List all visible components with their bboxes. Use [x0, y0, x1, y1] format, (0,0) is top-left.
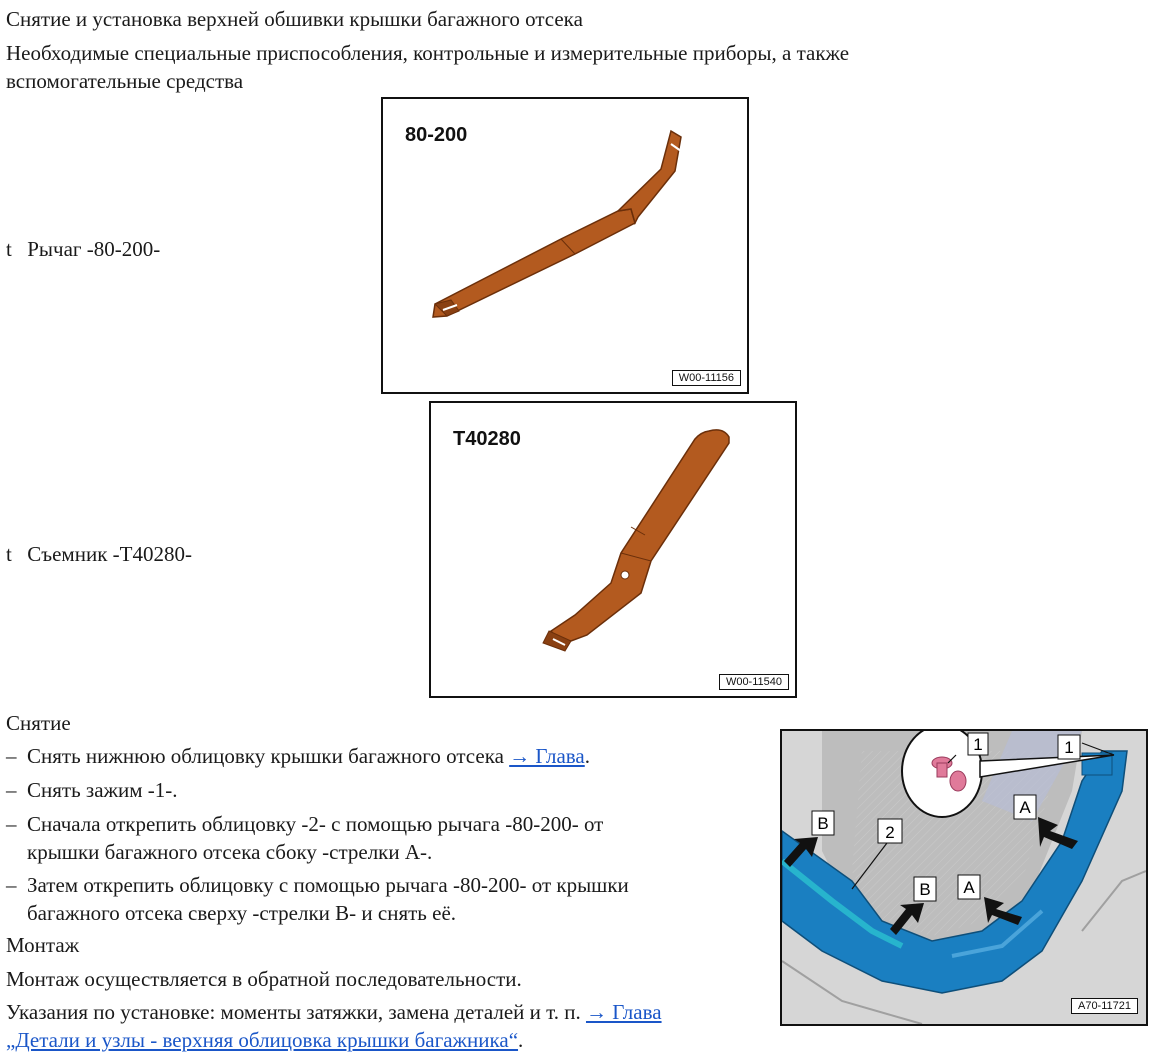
figure-code: T40280: [453, 428, 521, 450]
figure-ref: W00-11540: [719, 674, 789, 690]
step-text: Снять зажим -1-.: [27, 778, 178, 802]
callout-label-2: 2: [885, 823, 895, 842]
note-suffix: .: [518, 1028, 524, 1052]
removal-heading: Снятие: [6, 711, 71, 735]
removal-step-1: [6, 742, 590, 770]
tool-item-puller: [6, 540, 192, 568]
intro-line-2: вспомогательные средства: [6, 69, 244, 93]
step-text-line-2: крышки багажного отсека сбоку -стрелки A-.: [27, 840, 433, 864]
chapter-link[interactable]: → Глава: [585, 1000, 662, 1024]
details-link[interactable]: „Детали и узлы - верхняя облицовка крышки багажника“: [6, 1028, 519, 1052]
intro-line-1: Необходимые специальные приспособления, контрольные и измерительные приборы, а также: [6, 41, 850, 65]
install-note-line-1: [6, 998, 662, 1026]
tool-label: Съемник -T40280-: [27, 542, 192, 566]
bullet-marker: t: [6, 237, 12, 261]
dash-marker: –: [6, 778, 17, 802]
arrow-label-b2: B: [919, 880, 931, 899]
removal-step-4: [6, 871, 629, 899]
figure-puller-t40280: [429, 401, 797, 698]
figure-ref: A70-11721: [1071, 998, 1138, 1014]
lever-illustration: [383, 99, 747, 392]
dash-marker: –: [6, 812, 17, 836]
page-title: Снятие и установка верхней обшивки крышки багажного отсека: [6, 7, 583, 31]
trunk-lid-diagram: [782, 731, 1146, 1024]
tool-label: Рычаг -80-200-: [27, 237, 161, 261]
figure-ref: W00-11156: [672, 370, 741, 386]
dash-marker: –: [6, 744, 17, 768]
figure-lever-80-200: [381, 97, 749, 394]
note-prefix: Указания по установке: моменты затяжки, замена деталей и т. п.: [6, 1000, 586, 1024]
step-text-line-2: багажного отсека сверху -стрелки B- и снять её.: [27, 901, 457, 925]
install-note-line-2: [6, 1026, 523, 1054]
callout-label-1: 1: [973, 735, 983, 754]
step-text-line-1: Затем открепить облицовку с помощью рычага -80-200- от крышки: [27, 873, 629, 897]
bullet-marker: t: [6, 542, 12, 566]
dash-marker: –: [6, 873, 17, 897]
install-text: Монтаж осуществляется в обратной последовательности.: [6, 967, 522, 991]
step-text-line-1: Сначала открепить облицовку -2- с помощью рычага -80-200- от: [27, 812, 604, 836]
arrow-label-a2: A: [963, 878, 975, 897]
removal-step-3: [6, 810, 603, 838]
chapter-link[interactable]: → Глава: [509, 744, 585, 768]
figure-trunk-lid-trim: [780, 729, 1148, 1026]
callout-label-1b: 1: [1064, 738, 1074, 757]
figure-code: 80-200: [405, 124, 468, 146]
step-suffix: .: [584, 744, 590, 768]
install-heading: Монтаж: [6, 933, 80, 957]
tool-item-lever: [6, 235, 160, 263]
arrow-label-b: B: [817, 814, 829, 833]
step-text: Снять нижнюю облицовку крышки багажного отсека: [27, 744, 510, 768]
arrow-label-a: A: [1019, 798, 1031, 817]
puller-illustration: [431, 403, 795, 696]
removal-step-2: [6, 776, 178, 804]
